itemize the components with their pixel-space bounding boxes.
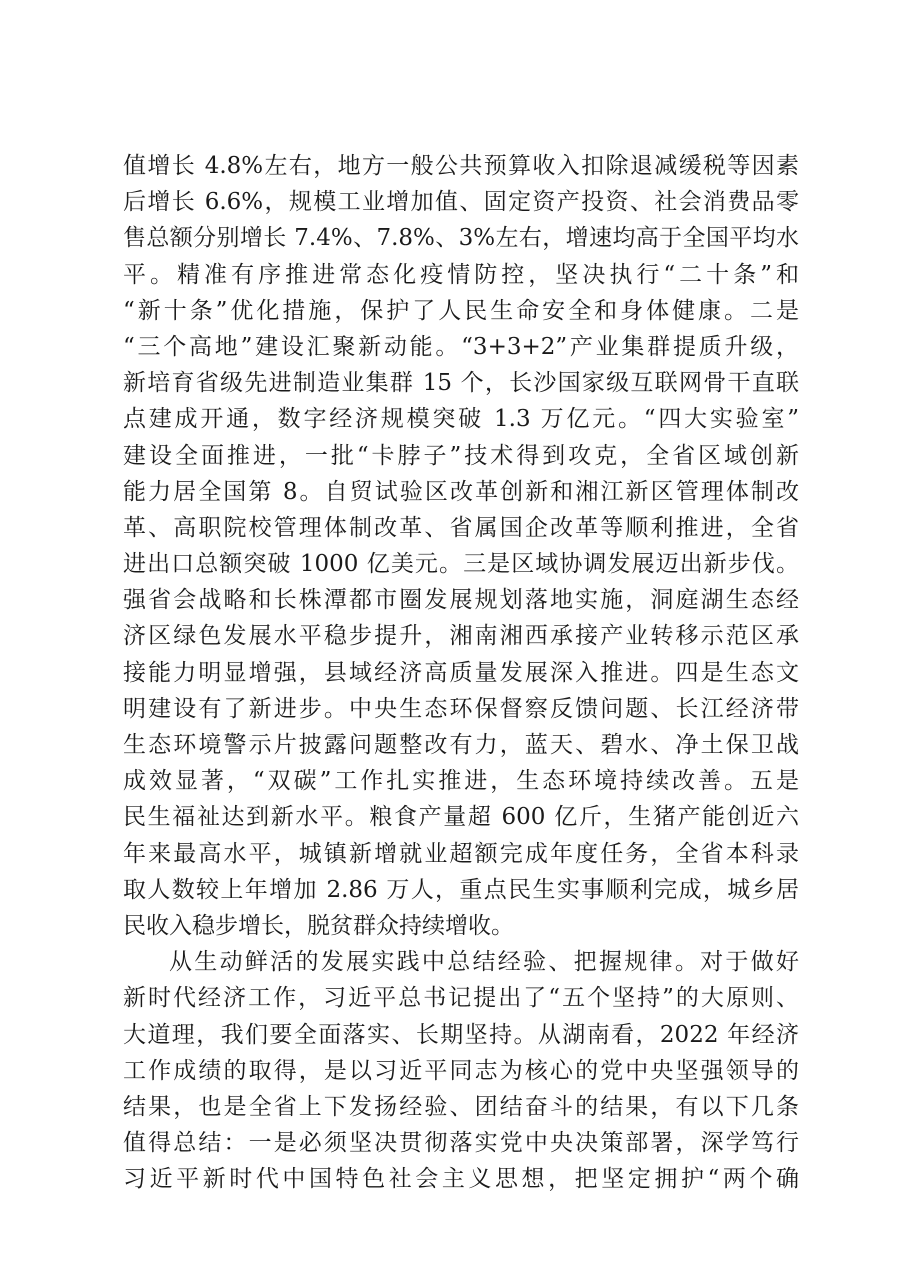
text-line: “三个高地”建设汇聚新动能。“3+3+2”产业集群提质升级， bbox=[123, 333, 799, 360]
text-line: 民收入稳步增长，脱贫群众持续增收。 bbox=[123, 912, 514, 939]
body-text bbox=[123, 148, 799, 1197]
text-line: 年来最高水平，城镇新增就业超额完成年度任务，全省本科录 bbox=[123, 840, 799, 867]
text-line: 济区绿色发展水平稳步提升，湘南湘西承接产业转移示范区承 bbox=[123, 623, 799, 650]
text-line: 新培育省级先进制造业集群 15 个，长沙国家级互联网骨干直联 bbox=[123, 370, 799, 397]
text-line: 能力居全国第 8。自贸试验区改革创新和湘江新区管理体制改 bbox=[123, 478, 799, 505]
text-line: 明建设有了新进步。中央生态环保督察反馈问题、长江经济带 bbox=[123, 695, 799, 722]
text-line: 平。精准有序推进常态化疫情防控，坚决执行“二十条”和 bbox=[123, 261, 799, 288]
text-line: “新十条”优化措施，保护了人民生命安全和身体健康。二是 bbox=[123, 297, 799, 324]
text-line: 生态环境警示片披露问题整改有力，蓝天、碧水、净土保卫战 bbox=[123, 732, 799, 758]
text-line: 强省会战略和长株潭都市圈发展规划落地实施，洞庭湖生态经 bbox=[123, 587, 799, 614]
text-line: 点建成开通，数字经济规模突破 1.3 万亿元。“四大实验室” bbox=[123, 406, 799, 433]
text-line: 民生福祉达到新水平。粮食产量超 600 亿斤，生猪产能创近六 bbox=[123, 804, 799, 831]
text-line: 结果，也是全省上下发扬经验、团结奋斗的结果，有以下几条 bbox=[123, 1093, 799, 1120]
text-line: 值增长 4.8%左右，地方一般公共预算收入扣除退减缓税等因素 bbox=[123, 153, 799, 179]
text-line: 接能力明显增强，县域经济高质量发展深入推进。四是生态文 bbox=[123, 659, 799, 686]
text-line: 建设全面推进，一批“卡脖子”技术得到攻克，全省区域创新 bbox=[123, 442, 799, 469]
text-line: 工作成绩的取得，是以习近平同志为核心的党中央坚强领导的 bbox=[123, 1057, 799, 1084]
text-line: 从生动鲜活的发展实践中总结经验、把握规律。对于做好 bbox=[169, 949, 799, 976]
text-line: 进出口总额突破 1000 亿美元。三是区域协调发展迈出新步伐。 bbox=[123, 551, 799, 578]
text-line: 后增长 6.6%，规模工业增加值、固定资产投资、社会消费品零 bbox=[123, 189, 799, 216]
text-line: 值得总结：一是必须坚决贯彻落实党中央决策部署，深学笃行 bbox=[123, 1130, 799, 1157]
text-line: 大道理，我们要全面落实、长期坚持。从湖南看，2022 年经济 bbox=[123, 1021, 799, 1048]
paragraph-2 bbox=[123, 944, 799, 1197]
paragraph-1 bbox=[123, 148, 799, 944]
text-line: 成效显著，“双碳”工作扎实推进，生态环境持续改善。五是 bbox=[123, 768, 799, 795]
text-line: 革、高职院校管理体制改革、省属国企改革等顺利推进，全省 bbox=[123, 514, 799, 541]
text-line: 取人数较上年增加 2.86 万人，重点民生实事顺利完成，城乡居 bbox=[123, 876, 799, 903]
text-line: 新时代经济工作，习近平总书记提出了“五个坚持”的大原则、 bbox=[123, 985, 799, 1012]
text-line: 习近平新时代中国特色社会主义思想，把坚定拥护“两个确 bbox=[123, 1166, 799, 1193]
text-line: 售总额分别增长 7.4%、7.8%、3%左右，增速均高于全国平均水 bbox=[123, 225, 799, 252]
